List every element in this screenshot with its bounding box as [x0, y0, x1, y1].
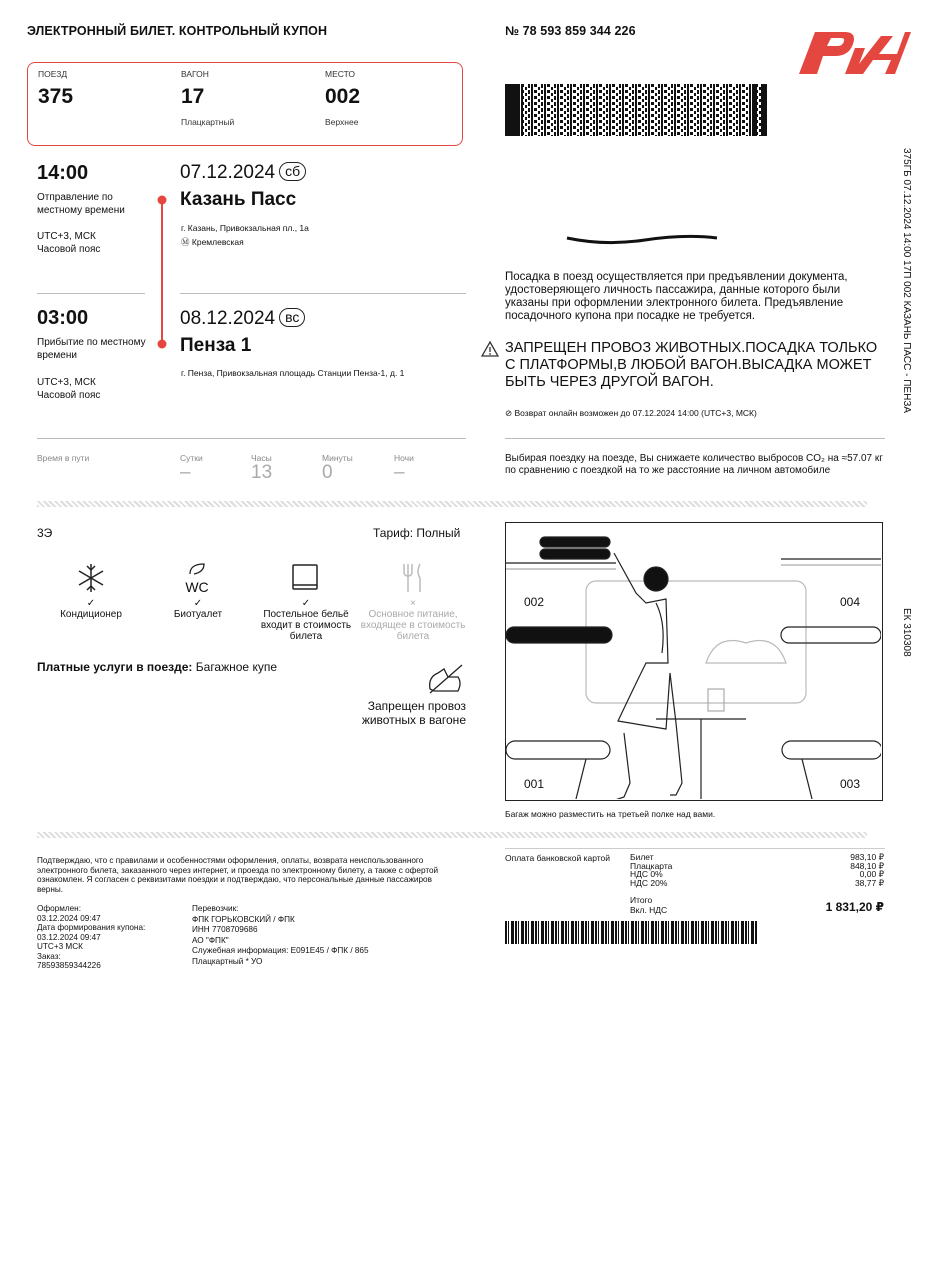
- train-label: ПОЕЗД: [38, 69, 68, 79]
- order-value: 78593859344226: [37, 961, 101, 970]
- coupon-value: 03.12.2024 09:47: [37, 932, 101, 942]
- feature-meal-mark: ×: [410, 598, 416, 609]
- price-row: [630, 879, 884, 888]
- refund-text: Возврат онлайн возможен до 07.12.2024 14:00 (UTC+3, МСК): [514, 408, 757, 418]
- departure-date-line: [180, 162, 306, 184]
- departure-time-note: Отправление по местному времени: [37, 192, 125, 216]
- total-labels: [630, 896, 667, 915]
- coupon-tz: UTC+3 МСК: [37, 942, 83, 951]
- seat-label-004: 004: [840, 595, 861, 609]
- refund-line: [505, 408, 757, 419]
- service-info: Служебная информация: Е091Е45 / ФПК / 865: [192, 946, 369, 955]
- minutes-label: Минуты: [322, 453, 353, 463]
- departure-station: Казань Пасс: [180, 189, 297, 210]
- arrival-time-note: Прибытие по местному времени: [37, 337, 146, 361]
- cutlery-icon: [398, 562, 428, 594]
- total-label: Итого: [630, 895, 653, 905]
- car-type: Плацкартный: [181, 117, 235, 127]
- arrival-tz-label: Часовой пояс: [37, 390, 101, 401]
- departure-address: г. Казань, Привокзальная пл., 1а: [181, 223, 309, 233]
- ticket-title: ЭЛЕКТРОННЫЙ БИЛЕТ. КОНТРОЛЬНЫЙ КУПОН: [27, 24, 328, 38]
- dotted-separator: [37, 501, 867, 507]
- price-value: 848,10 ₽: [850, 860, 884, 871]
- illustration-caption: Багаж можно разместить на третьей полке над вами.: [505, 809, 716, 819]
- arrival-tz: UTC+3, МСК: [37, 377, 96, 388]
- no-animals-text: Запрещен провоз животных в вагоне: [361, 699, 466, 727]
- feature-linen: [252, 598, 360, 642]
- feature-meal-label: Основное питание, входящее в стоимость билета: [360, 609, 466, 642]
- carrier-inn: ИНН 7708709686: [192, 925, 258, 934]
- vertical-code-text: [898, 608, 912, 668]
- departure-tz: UTC+3, МСК: [37, 231, 96, 242]
- co2-info: Выбирая поездку на поезде, Вы снижаете количество выбросов CO₂ на ≈57.07 кг по сравнению с поездкой на то же расстояние на личном автомобиле: [505, 453, 883, 476]
- carrier-name: ФПК ГОРЬКОВСКИЙ / ФПК: [192, 914, 295, 924]
- train-car-seat-box: [27, 62, 463, 146]
- refund-icon: ⊘: [505, 408, 513, 418]
- carrier-details: [192, 904, 452, 967]
- feature-ac-mark: ✓: [86, 598, 96, 609]
- price-value: 0,00 ₽: [859, 869, 884, 880]
- total-value: 1 831,20 ₽: [825, 900, 884, 914]
- seat-label-001: 001: [524, 777, 545, 791]
- feature-ac-label: Кондиционер: [60, 609, 122, 620]
- tariff: Тариф: Полный: [373, 526, 461, 540]
- divider: [505, 438, 885, 439]
- nights-value: –: [394, 462, 405, 483]
- route-line: [155, 192, 169, 352]
- paid-services-label: Платные услуги в поезде:: [37, 660, 193, 674]
- price-value: 983,10 ₽: [850, 852, 884, 862]
- issued-label: Оформлен:: [37, 904, 81, 913]
- arrival-date-line: [180, 308, 305, 330]
- rzd-logo: [793, 26, 911, 78]
- feature-linen-mark: ✓: [301, 598, 311, 609]
- departure-time: 14:00: [37, 162, 89, 184]
- seat-number: 002: [325, 85, 361, 108]
- seat-type: Верхнее: [325, 117, 359, 127]
- car-code: Плацкартный * УО: [192, 956, 263, 966]
- carriage-illustration: [505, 522, 883, 801]
- price-label: НДС 0%: [630, 869, 663, 880]
- feature-toilet: [157, 598, 239, 620]
- ticket-number: № 78 593 859 344 226: [505, 24, 636, 38]
- divider: [505, 848, 885, 849]
- seat-label-003: 003: [840, 777, 861, 791]
- carrier-label: Перевозчик:: [192, 904, 239, 913]
- snowflake-icon: [75, 562, 107, 594]
- paid-services-value: Багажное купе: [195, 660, 277, 674]
- price-row: [630, 870, 884, 879]
- car-number: 17: [181, 85, 205, 108]
- vertical-route: 375ГБ 07.12.2024 14:00 17П 002 КАЗАНЬ ПАСС - ПЕНЗА: [901, 148, 912, 414]
- departure-tz-label: Часовой пояс: [37, 244, 101, 255]
- bed-linen-icon: [290, 563, 320, 593]
- nights-label: Ночи: [394, 453, 414, 463]
- price-label: Билет: [630, 852, 654, 862]
- price-row: [630, 862, 884, 871]
- departure-date: 07.12.2024: [180, 162, 276, 183]
- departure-metro: Кремлевская: [191, 237, 244, 247]
- minutes-value: 0: [322, 462, 333, 483]
- coupon-label: Дата формирования купона:: [37, 923, 146, 932]
- arrival-weekday: вс: [279, 308, 305, 327]
- departure-metro-line: [181, 236, 244, 248]
- boarding-info: Посадка в поезд осуществляется при предъявлении документа, удостоверяющего личность пассажира, данные которого были указаны при оформлении электронного билета. Предъявление посадочного купона при посадке не требуется.: [505, 271, 848, 322]
- paid-services-line: [37, 660, 277, 674]
- days-label: Сутки: [180, 453, 203, 463]
- divider: [37, 293, 145, 294]
- divider: [180, 293, 466, 294]
- price-table: [630, 853, 884, 887]
- arrival-time: 03:00: [37, 307, 89, 329]
- feature-meal: [360, 598, 466, 642]
- wc-icon: [180, 562, 214, 596]
- order-details: [37, 904, 187, 971]
- agreement-text: Подтверждаю, что с правилами и особенностями оформления, оплаты, возврата неиспользованного электронного билета, заказанного через интернет, и проезда по электронному билету, а также с офертой ознакомлен. Я согласен с реквизитами поездки и подтверждаю, что персональные данные пассажиров верны.: [37, 856, 439, 894]
- price-label: НДС 20%: [630, 877, 668, 888]
- service-class: 3Э: [37, 526, 53, 540]
- hours-value: 13: [251, 462, 273, 483]
- arrival-station: Пенза 1: [180, 335, 252, 356]
- seat-label-002: 002: [524, 595, 545, 609]
- price-value: 38,77 ₽: [854, 877, 884, 888]
- barcode-2d: [505, 84, 767, 136]
- order-label: Заказ:: [37, 951, 61, 961]
- train-number: 375: [38, 85, 74, 108]
- feature-toilet-mark: ✓: [193, 598, 203, 609]
- carrier-company: АО "ФПК": [192, 935, 229, 945]
- feature-toilet-label: Биотуалет: [173, 609, 223, 620]
- departure-weekday: сб: [279, 162, 306, 181]
- hours-label: Часы: [251, 453, 272, 463]
- arrival-address: г. Пенза, Привокзальная площадь Станции Пенза-1, д. 1: [181, 368, 405, 378]
- no-pets-icon: [424, 663, 466, 695]
- arrival-date: 08.12.2024: [180, 308, 276, 329]
- seat-label: МЕСТО: [325, 69, 356, 79]
- travel-time-label: Время в пути: [37, 453, 90, 463]
- divider: [37, 438, 466, 439]
- days-value: –: [180, 462, 191, 483]
- barcode-linear: [505, 921, 757, 944]
- wc-text: WC: [185, 579, 209, 595]
- price-label: Плацкарта: [630, 860, 673, 871]
- dotted-separator: [37, 832, 867, 838]
- redacted-scribble: [565, 232, 720, 248]
- issued-value: 03.12.2024 09:47: [37, 913, 101, 923]
- vertical-code: ЕК 310308: [901, 608, 912, 657]
- vertical-route-text: [898, 148, 912, 438]
- warning-text: ЗАПРЕЩЕН ПРОВОЗ ЖИВОТНЫХ.ПОСАДКА ТОЛЬКО С ПЛАТФОРМЫ,В ЛЮБОЙ ВАГОН.ВЫСАДКА МОЖЕТ БЫТЬ ЧЕРЕЗ ДРУГОЙ ВАГОН.: [505, 340, 878, 390]
- metro-icon: Ⓜ: [181, 237, 190, 247]
- warning-icon: [481, 340, 499, 358]
- car-label: ВАГОН: [181, 69, 209, 79]
- feature-ac: [50, 598, 132, 620]
- vat-label: Вкл. НДС: [630, 904, 668, 915]
- feature-linen-label: Постельное бельё входит в стоимость билета: [260, 609, 352, 642]
- payment-method: Оплата банковской картой: [505, 853, 611, 863]
